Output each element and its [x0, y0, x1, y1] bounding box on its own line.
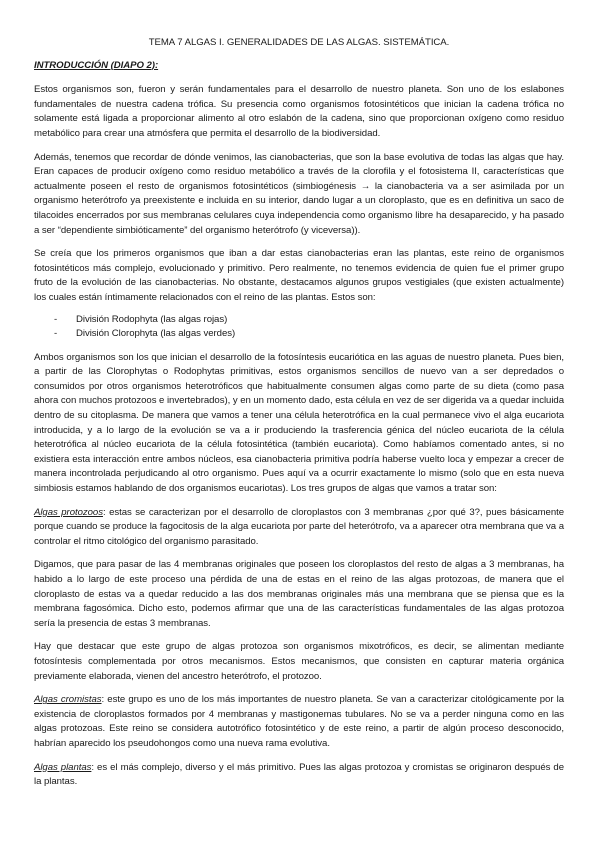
- section-heading-introduccion: INTRODUCCIÓN (DIAPO 2):: [34, 59, 159, 71]
- algas-cromistas-text: : este grupo es uno de los más importantes de nuestro planeta. Se van a caracterizar citológicamente por la existencia de cloroplastos formados por 4 membranas y mastigonemas tubulares. No se va a perder ninguna como en las algas protozoas. Este reino se considera autotrófico fotosintético y de este reino, a partir de algún proceso desconocido, habrían aparecido los pseudohongos como una nueva rama evolutiva.: [34, 694, 564, 749]
- term-algas-protozoos: Algas protozoos: [34, 506, 103, 518]
- paragraph-algas-cromistas: [34, 693, 564, 751]
- paragraph-fotosintesis-eucariotica: Ambos organismos son los que inician el desarrollo de la fotosíntesis eucariótica en las aguas de nuestro planeta. Pues bien, a partir de las Clorophytas o Rodophytas primitivas, estos organismos sencillos de nuevo van a ser depredados o consumidos por otros organismos heterotróficos que habitualmente consumen algas como parte de su dieta (como pasa ahora con muchos protozoos e invertebrados), y en un momento dado, esta célula en vez de ser digerida va a quedar incluida dentro de su citoplasma. De manera que vamos a tener una célula heterotrófica en la cual permanece vivo el alga eucariota introducida, y a lo largo de la evolución se va a ir produciendo la trasferencia génica del núcleo eucariota de la célula heterotrófica al núcleo eucariota de la célula fotosintética (también eucariota). Como habíamos comentado antes, si no existiera esta interacción entre ambos núcleos, esa cianobacteria primitiva podría haberse vuelto loca y empezar a crecer de manera incontrolada perjudicando al otro organismo. Pues aquí va a ocurrir exactamente lo mismo (solo que en esta nueva simbiosis estamos hablando de dos organismos eucariotas). Los tres grupos de algas que vamos a tratar son:: [34, 351, 564, 495]
- paragraph-intro: Estos organismos son, fueron y serán fundamentales para el desarrollo de nuestro planeta. Son uno de los eslabones fundamentales de nuestra cadena trófica. Su presencia como organismos fotosintéticos que inician la cadena trófica no solamente está ligada a proporcionar alimento al otro eslabón de la cadena, sino que proporcionan oxígeno como residuo metabólico para crear una atmósfera que permita el desarrollo de la biodiversidad.: [34, 84, 564, 139]
- paragraph-algas-protozoos: [34, 506, 564, 550]
- paragraph-cianobacterias: Además, tenemos que recordar de dónde venimos, las cianobacterias, que son la base evolutiva de todas las algas que hay. Eran capaces de producir oxígeno como residuo metabólico a través de la clorofila y el fotosistema II, características que actualmente poseen el resto de organismos fotosintéticos (simbiogénesis → la cianobacteria va a ser asimilada por un organismo heterótrofo ya preexistente e incluida en su interior, dando lugar a un cloroplasto, que es en definitiva un saco de tilacoides encerrados por sus membranas celulares cuya independencia como organismo libre ha desaparecido, y ha pasado a ser “dependiente simbióticamente” del organismo heterótrofo (y viceversa)).: [34, 151, 564, 236]
- list-item-rodophyta: - División Rodophyta (las algas rojas): [54, 313, 564, 328]
- paragraph-algas-plantas: [34, 761, 564, 790]
- document-page: [34, 36, 564, 799]
- term-algas-cromistas: Algas cromistas: [34, 694, 102, 706]
- divisions-list: [34, 313, 564, 342]
- document-title: TEMA 7 ALGAS I. GENERALIDADES DE LAS ALGAS. SISTEMÁTICA.: [148, 37, 450, 48]
- list-item-clorophyta: - División Clorophyta (las algas verdes): [54, 327, 564, 342]
- paragraph-primeros-organismos: Se creía que los primeros organismos que iban a dar estas cianobacterias eran las plantas, este reino de organismos fotosintéticos más complejo, evolucionado y primitivo. Pero realmente, no tenemos evidencia de quien fue el primer grupo fruto de la evolución de las cianobacterias. No obstante, destacamos algunos grupos vestigiales (que existen actualmente) los cuales están íntimamente relacionados con el reino de las plantas. Estos son:: [34, 248, 564, 303]
- term-algas-plantas: Algas plantas: [34, 761, 92, 773]
- paragraph-membranas: Digamos, que para pasar de las 4 membranas originales que poseen los cloroplastos del resto de algas a 3 membranas, ha habido a lo largo de este proceso una pérdida de una de estas en el reino de las algas protozoas, de manera que el cloroplasto de estas va a quedar reducido a las dos membranas originales más una membrana que se piensa que es la membrana fagosómica. Dicho esto, podemos afirmar que una de las características fundamentales de las algas protozoa sería la presencia de estas 3 membranas.: [34, 559, 564, 629]
- paragraph-mixotroficos: Hay que destacar que este grupo de algas protozoa son organismos mixotróficos, es decir, se alimentan mediante fotosíntesis complementada por otros mecanismos. Estos mecanismos, que consisten en capturar materia orgánica previamente elaborada, vienen del ancestro heterótrofo, el protozoo.: [34, 641, 564, 682]
- algas-protozoos-text: : estas se caracterizan por el desarrollo de cloroplastos con 3 membranas ¿por qué 3?, pues básicamente porque cuando se produce la fagocitosis de la alga eucariota por parte del heterótrofo, va a aparecer otra membrana que va a controlar el ritmo citológico del organismo parasitado.: [34, 506, 565, 547]
- algas-plantas-text: : es el más complejo, diverso y el más primitivo. Pues las algas protozoa y cromistas se originaron después de la plantas.: [34, 761, 564, 788]
